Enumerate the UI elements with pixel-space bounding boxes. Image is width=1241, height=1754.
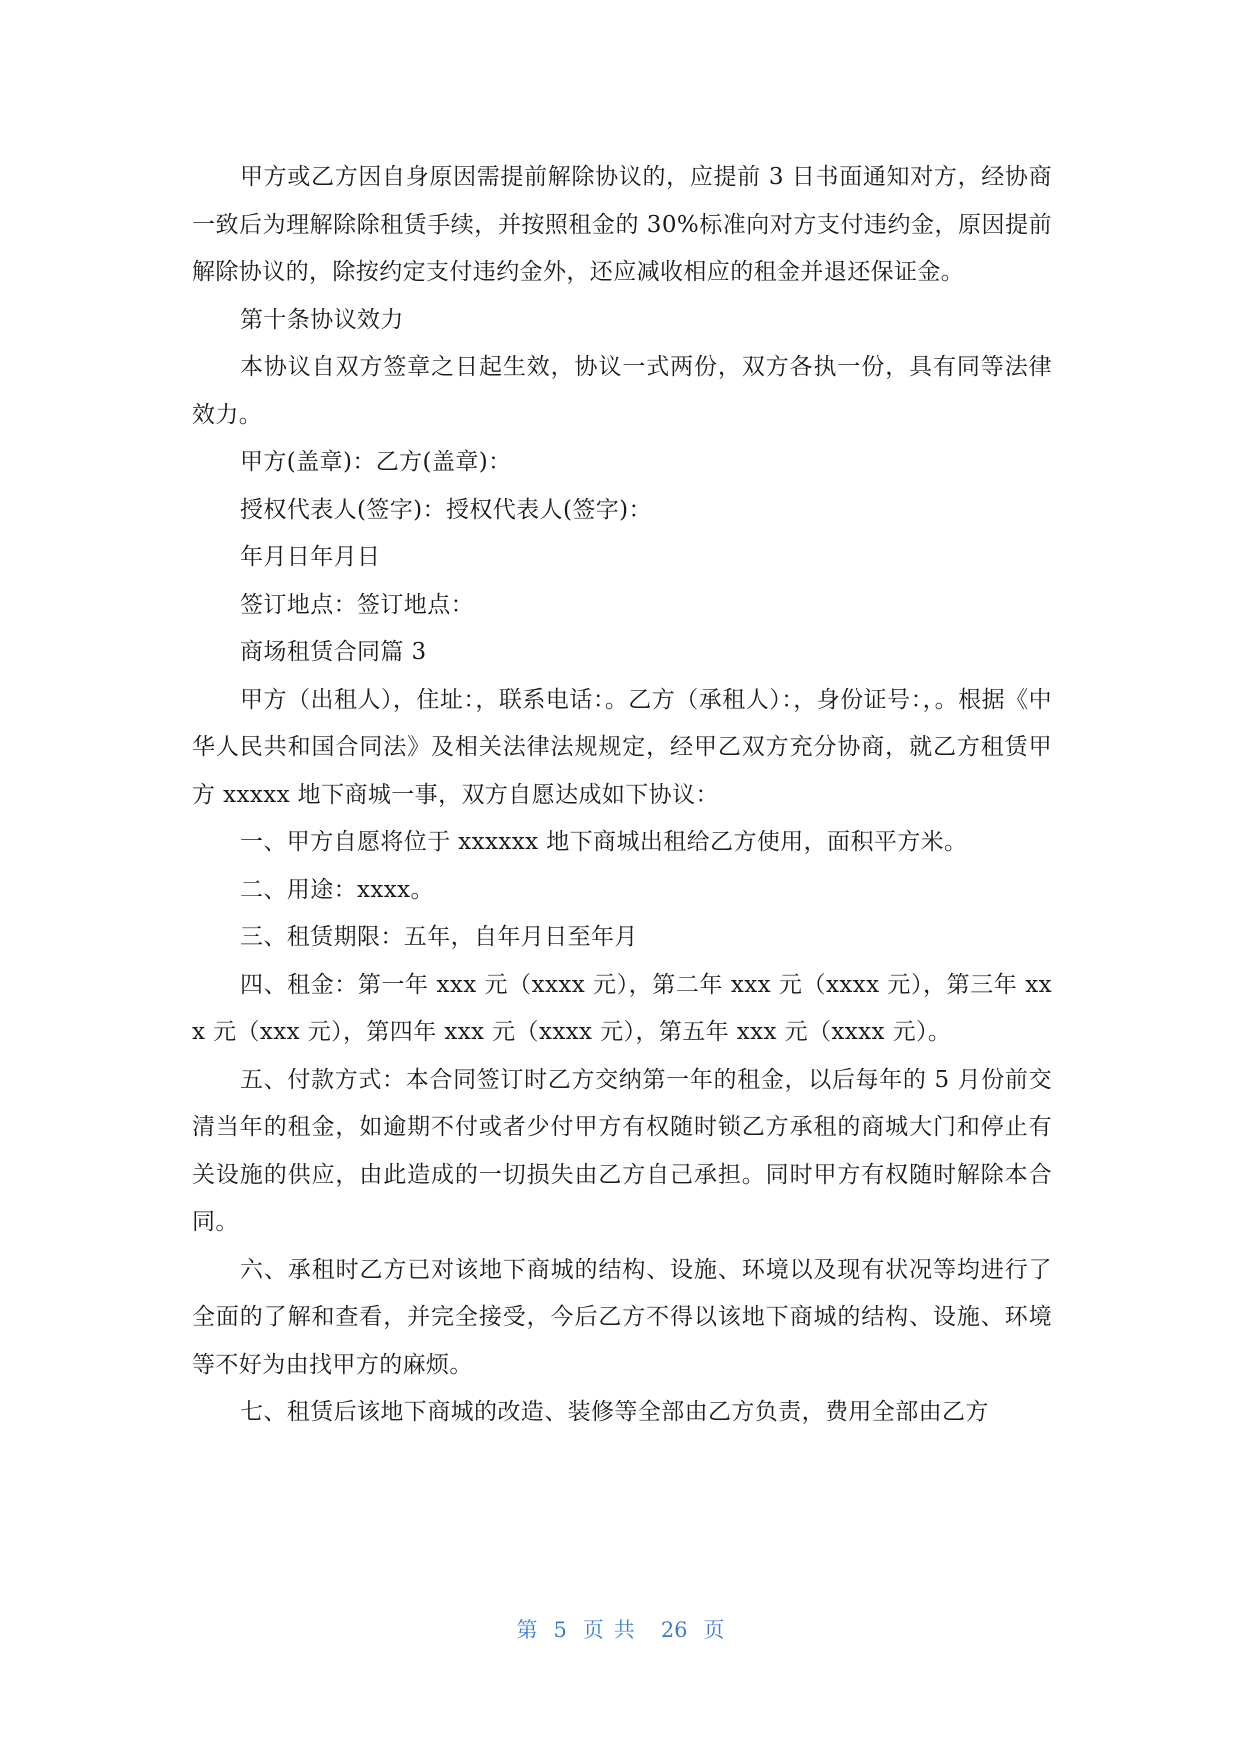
paragraph-clause-7: 七、租赁后该地下商城的改造、装修等全部由乙方负责，费用全部由乙方 (240, 1399, 989, 1425)
footer-suffix: 页 (703, 1618, 725, 1642)
paragraph-seals: 甲方(盖章)：乙方(盖章)： (240, 449, 512, 475)
footer-middle: 页共 (582, 1618, 645, 1642)
footer-total-pages: 26 (660, 1618, 688, 1642)
paragraph-clause-5: 五、付款方式：本合同签订时乙方交纳第一年的租金，以后每年的 5 月份前交清当年的租金，如逾期不付或者少付甲方有权随时锁乙方承租的商城大门和停止有关设施的供应，由此造成的一切损失由乙方自己承担。同时甲方有权随时解除本合同。 (192, 1066, 1052, 1235)
paragraph-contract-3-title: 商场租赁合同篇 3 (240, 639, 427, 665)
paragraph-clause-1: 一、甲方自愿将位于 xxxxxx 地下商城出租给乙方使用，面积平方米。 (240, 829, 968, 855)
paragraph-article-10-heading: 第十条协议效力 (240, 306, 404, 333)
paragraph-clause-2: 二、用途：xxxx。 (240, 876, 434, 903)
paragraph-clause-6: 六、承租时乙方已对该地下商城的结构、设施、环境以及现有状况等均进行了全面的了解和查看，并完全接受，今后乙方不得以该地下商城的结构、设施、环境等不好为由找甲方的麻烦。 (192, 1256, 1052, 1378)
page-footer (0, 1614, 1241, 1644)
paragraph-clause-3: 三、租赁期限：五年，自年月日至年月 (240, 924, 638, 950)
paragraph-clause-4: 四、租金：第一年 xxx 元（xxxx 元），第二年 xxx 元（xxxx 元），第三年 xxx 元（xxx 元），第四年 xxx 元（xxxx 元），第五年 xxx 元（xxxx 元）。 (192, 971, 1052, 1045)
paragraph-dates: 年月日年月日 (240, 544, 381, 570)
paragraph-termination: 甲方或乙方因自身原因需提前解除协议的，应提前 3 日书面通知对方，经协商一致后为理解除除租赁手续，并按照租金的 30%标准向对方支付违约金，原因提前解除协议的，除按约定支付违约金外，还应减收相应的租金并退还保证金。 (192, 164, 1052, 285)
paragraph-parties: 甲方（出租人），住址：，联系电话：。乙方（承租人）：，身份证号：，。根据《中华人民共和国合同法》及相关法律法规规定，经甲乙双方充分协商，就乙方租赁甲方 xxxxx 地下商城一事，双方自愿达成如下协议： (192, 686, 1052, 808)
footer-prefix: 第 (516, 1618, 538, 1642)
paragraph-effectiveness: 本协议自双方签章之日起生效，协议一式两份，双方各执一份，具有同等法律效力。 (192, 354, 1052, 428)
document-body (192, 154, 1052, 1437)
paragraph-signing-place: 签订地点：签订地点： (240, 591, 474, 618)
paragraph-signatures: 授权代表人(签字)：授权代表人(签字)： (240, 496, 652, 523)
footer-current-page: 5 (553, 1618, 567, 1642)
